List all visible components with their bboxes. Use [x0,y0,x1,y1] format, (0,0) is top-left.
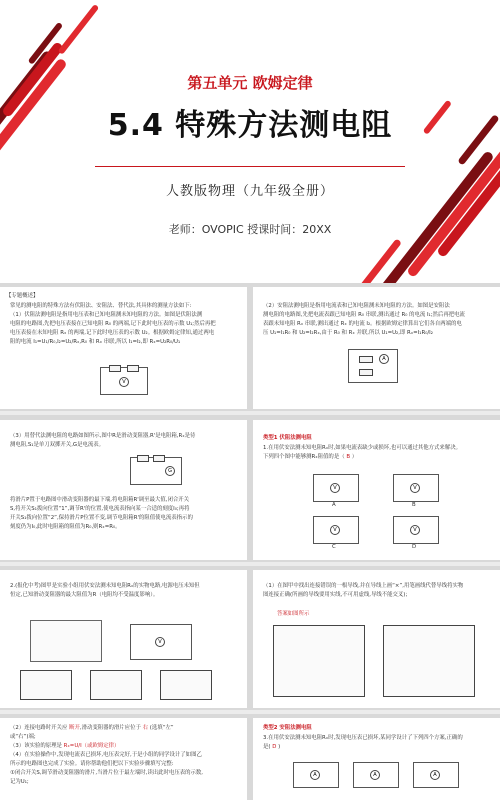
slide-overview-ammeter [253,287,500,409]
slide-question-2-part1 [253,570,500,708]
text-line: （1）伏阻法测电阻是指用电压表和已知电阻测未知电阻的方法。如图是伏阻法测 [10,312,203,318]
option-d-circuit [393,516,439,544]
voltmeter-icon: V [155,637,165,647]
cover-slide [0,0,500,283]
slide-body [10,582,242,600]
slide-body [10,432,242,450]
fill-answer: Rₓ=U/I（或欧姆定律） [63,743,120,749]
slide-body [263,582,495,600]
question-text: 是( [263,744,271,750]
text-line: ①闭合开关S,调节滑动变阻器的滑片,当滑片位于最左端时,读出此时电压表的示数, [10,770,203,776]
resistor [359,356,373,363]
option-a-circuit [293,762,339,788]
title-divider [95,166,405,167]
section-gap [0,562,500,566]
text-line: （3）用替代法测电阻的电路如图所示,图中R是滑动变阻器,R'是电阻箱,Rₓ是待 [10,433,196,439]
slide-body [10,496,242,532]
text-line: 常见的测电阻的特殊方法有伏阻法、安阻法、替代法,其具体的测量方法如下: [10,303,192,309]
ammeter-icon: A [310,770,320,780]
answer-choice: D [272,744,277,750]
author-line: 老师：OVOPIC 授课时间：20XX [168,223,332,236]
option-c-circuit [413,762,459,788]
question-text: (选填“左” [149,725,174,731]
text-line: 测电阻,S₁是单刀双掷开关,G是电流表。 [10,442,105,448]
option-label: A [332,502,336,508]
resistor [127,365,139,372]
answer-choice: B [346,454,351,460]
text-line: （4）在实验操作中,发现电流表已损坏,电压表完好,于是小组的同学设计了如图乙 [10,752,202,758]
page-title: 5.4 特殊方法测电阻 [107,108,393,143]
text-line: S,将开关S₁拨向位置“1”,调节R'的位置,使电流表指向某一合适的刻度I₀;再将 [10,506,190,512]
slide-type2-ammeter [253,718,500,800]
unit-heading: 第五单元 欧姆定律 [187,74,313,92]
text-line: 电压表接在未知电阻 Rₓ 的两端,记下此时电压表的示数 U₂。根据欧姆定律知,通过两电 [10,330,215,336]
slide-body [263,444,495,462]
galvanometer-icon: G [165,466,175,476]
question-text: ,滑动变阻器的滑片应位于 [79,725,141,731]
slide-body [10,302,242,347]
subtitle: 人教版物理（九年级全册） [165,184,334,199]
circuit-diagram [130,624,192,660]
resistor [109,365,121,372]
text-line: 阻的电流 I₁=U₁/R₀,I₂=U₂/Rₓ,R₀ 和 Rₓ 串联,所以 I₁=I₂,即 Rₓ=U₂R₀/U₁ [10,339,181,345]
text-line: 所示的电路图也完成了实验。请你帮助他们把以下实验步骤填写完整: [10,761,174,767]
text-line: 图连接正确(所画的导线要用实线,不可用虚线,导线不能交叉)； [263,592,411,598]
text-line: 3.在用伏安法测未知电阻Rₓ时,发现电压表已损坏,某同学设计了下列四个方案,正确的 [263,735,463,741]
fill-answer: 右 [142,725,148,731]
voltmeter-icon: V [410,525,420,535]
option-label: D [412,544,417,550]
slide-body [10,724,242,787]
voltmeter-icon: V [330,525,340,535]
type-tag: 类型1 伏阻法测电阻 [263,435,312,441]
option-c-circuit [313,516,359,544]
slide-substitution-method [0,420,247,560]
text-line [263,743,495,752]
resistance-box [153,455,165,462]
apparatus-figure [90,670,142,700]
bracket-close: ) [278,744,281,750]
section-gap [0,710,500,714]
circuit-diagram [348,349,398,383]
text-line: 压 U₁=I₁R₀ 和 U₂=I₂Rₓ,由于 R₀ 和 Rₓ 并联,所以 U₁=U₂,即 Rₓ=I₁R₀/I₂ [263,330,433,336]
text-line [263,453,495,462]
resistor [359,369,373,376]
text-line: 测电阻的电路图,先把电流表跟已知电阻 R₀ 串联,测出通过 R₀ 的电流 I₁;然后再把电流 [263,312,465,318]
option-b-circuit [353,762,399,788]
slide-overview-voltmeter [0,287,247,409]
text-line: 将滑片P置于电路图中滑动变阻器的最下端,将电阻箱R'调至最大值,闭合开关 [10,497,190,503]
text-line [10,742,242,751]
circuit-diagram [100,367,148,395]
voltmeter-icon: V [410,483,420,493]
text-line: 2.(报化中考)图甲是实验小组用伏安法测未知电阻Rₓ的实物电路,电源电压未知但 [10,583,200,589]
slide-label: 【专题概述】 [6,293,39,299]
text-line: （2）安阻法测电阻是指用电流表和已知电阻测未知电阻的方法。如图是安阻法 [263,303,450,309]
question-text: 下列四个图中能够测Rₓ阻值的是（ [263,454,345,460]
option-label: B [412,502,416,508]
text-line: 开关S₁拨向位置“2”,保持滑片P位置不变,调节电阻箱R'的阻值使电流表指示的 [10,515,193,521]
text-line [10,724,242,733]
text-line: 或“右”)端; [10,734,36,740]
text-line: （1）在图甲中找出连接错误的一根导线,并在导线上画“×”,用笔画线代替导线将实物 [263,583,464,589]
decor-stripe [376,150,495,283]
option-label: C [332,544,336,550]
section-gap [0,411,500,415]
voltmeter-icon: V [330,483,340,493]
answer-note: 答案如图所示 [277,611,310,617]
slide-type1-voltmeter [253,420,500,560]
option-b-circuit [393,474,439,502]
text-line: 记为U₁; [10,779,29,785]
text-line: 恒定,已知滑动变阻器的最大阻值为R（电阻均不受温度影响）。 [10,592,159,598]
bracket-close: ） [351,454,358,460]
slide-body [263,302,495,338]
apparatus-figure [383,625,475,697]
apparatus-figure [30,620,102,662]
option-a-circuit [313,474,359,502]
text-line: 1.在用伏安法测未知电阻Rₓ时,如果电流表缺少或损坏,也可以通过其他方式来解决。 [263,445,461,451]
apparatus-figure [273,625,365,697]
circuit-diagram [130,457,182,485]
apparatus-figure [20,670,72,700]
apparatus-figure [160,670,212,700]
resistor [137,455,149,462]
ammeter-icon: A [370,770,380,780]
ammeter-icon: A [379,354,389,364]
slide-question-2-parts [0,718,247,800]
question-text: （3）该实验的原理是 [10,743,62,749]
question-text: （2）连接电路时开关应 [10,725,68,731]
type-tag: 类型2 安阻法测电阻 [263,725,312,731]
decor-stripe [58,4,100,55]
ammeter-icon: A [430,770,440,780]
text-line: 表跟未知电阻 Rₓ 串联,测出通过 Rₓ 的电流 I₂。根据欧姆定律算出它们各自两端的电 [263,321,462,327]
slide-question-2 [0,570,247,708]
text-line: 电阻的电路图,先把电压表接在已知电阻 R₀ 的两端,记下此时电压表的示数 U₁;然后再把 [10,321,216,327]
fill-answer: 断开 [69,725,80,731]
voltmeter-icon: V [119,377,129,387]
slide-body [263,734,495,752]
text-line: 刻度仍为I₀,此时电阻箱的阻值为R₀,则Rₓ=R₀。 [10,524,121,530]
